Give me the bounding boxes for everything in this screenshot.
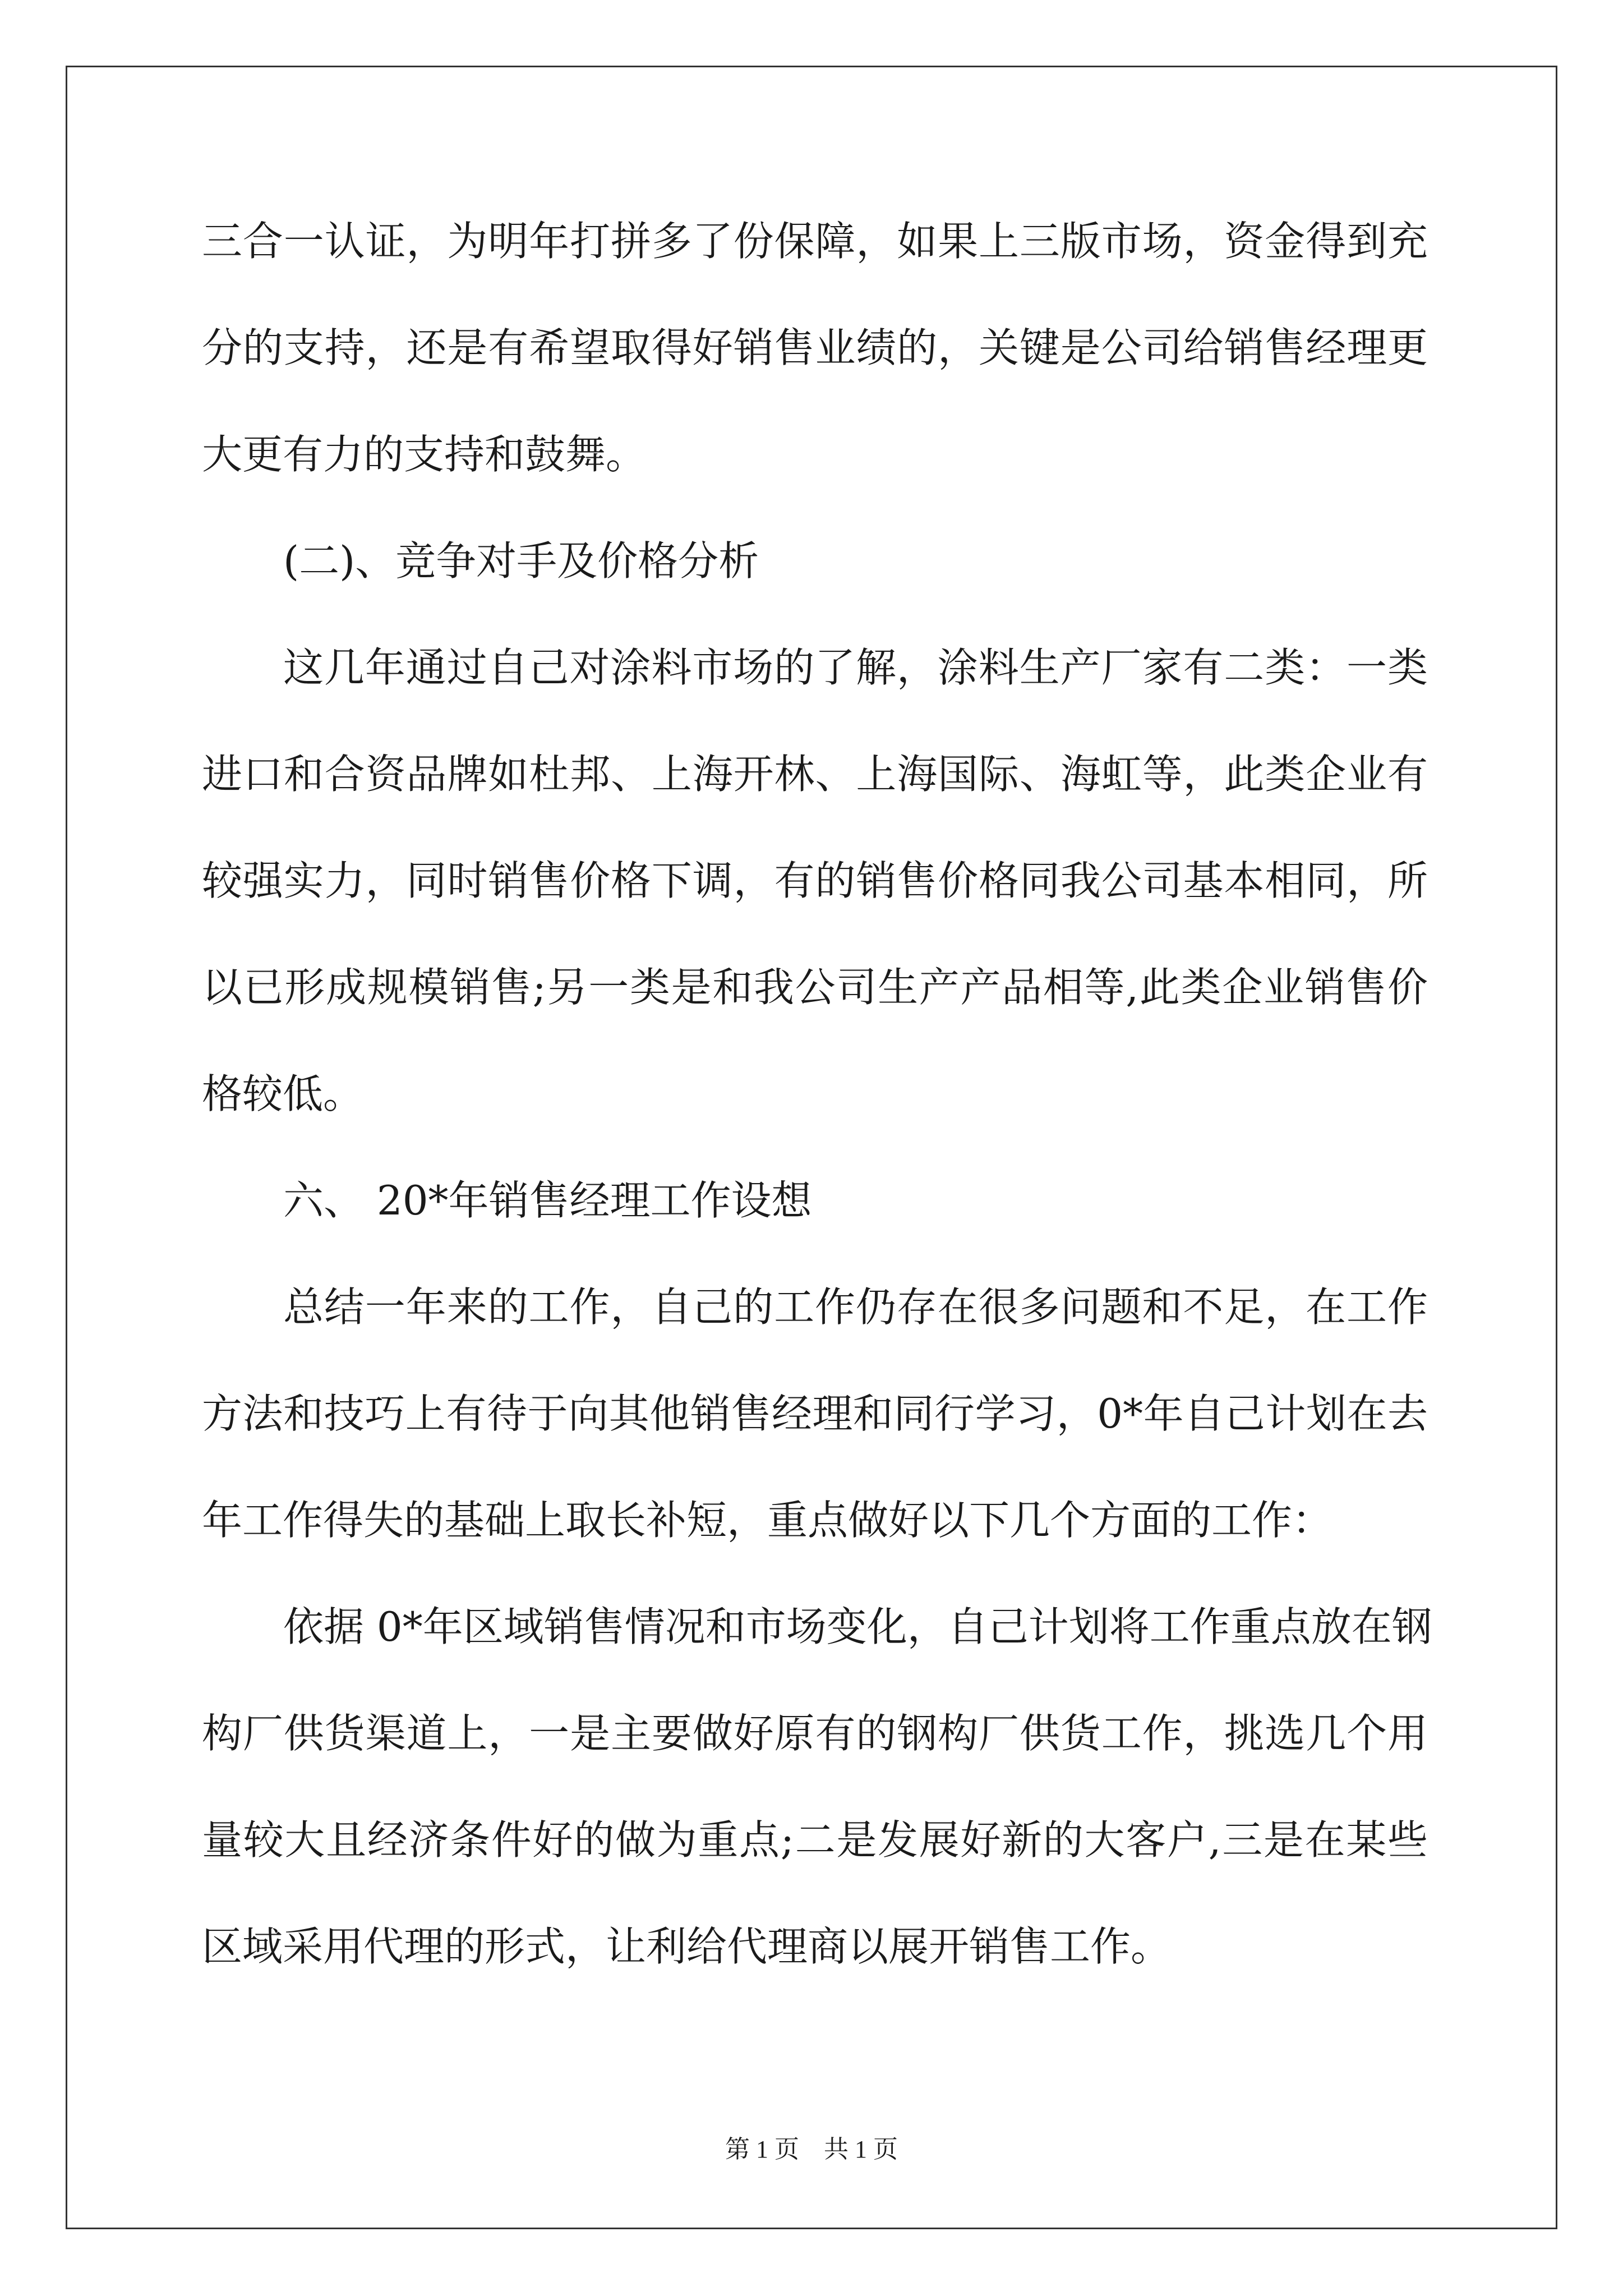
text-line: 分的支持，还是有希望取得好销售业绩的，关键是公司给销售经理更: [202, 324, 1428, 371]
text-line: 依据 0*年区域销售情况和市场变化，自己计划将工作重点放在钢: [283, 1603, 1432, 1650]
section-heading: (二)、竞争对手及价格分析: [283, 537, 759, 585]
text-line: 构厂供货渠道上，一是主要做好原有的钢构厂供货工作，挑选几个用: [202, 1710, 1428, 1757]
text-line: 年工作得失的基础上取长补短，重点做好以下几个方面的工作：: [202, 1497, 1333, 1544]
page-footer: 第 1 页 共 1 页: [725, 2136, 898, 2163]
text-line: 区域采用代理的形式，让利给代理商以展开销售工作。: [202, 1923, 1172, 1970]
document-body: [202, 188, 1432, 2000]
text-line: 进口和合资品牌如杜邦、上海开林、上海国际、海虹等，此类企业有: [202, 751, 1428, 798]
text-line: 方法和技巧上有待于向其他销售经理和同行学习，0*年自己计划在去: [202, 1390, 1428, 1437]
text-line: 格较低。: [202, 1070, 364, 1117]
section-heading: 六、 20*年销售经理工作设想: [283, 1177, 812, 1224]
text-line: 以已形成规模销售;另一类是和我公司生产产品相等,此类企业销售价: [202, 964, 1428, 1011]
text-line: 量较大且经济条件好的做为重点;二是发展好新的大客户,三是在某些: [202, 1816, 1428, 1864]
text-line: 大更有力的支持和鼓舞。: [202, 431, 647, 478]
text-line: 较强实力，同时销售价格下调，有的销售价格同我公司基本相同，所: [202, 857, 1428, 904]
text-line: 三合一认证，为明年打拼多了份保障，如果上三版市场，资金得到充: [202, 218, 1428, 265]
text-line: 这几年通过自己对涂料市场的了解，涂料生产厂家有二类：一类: [283, 644, 1428, 691]
text-line: 总结一年来的工作，自己的工作仍存在很多问题和不足，在工作: [283, 1283, 1428, 1331]
